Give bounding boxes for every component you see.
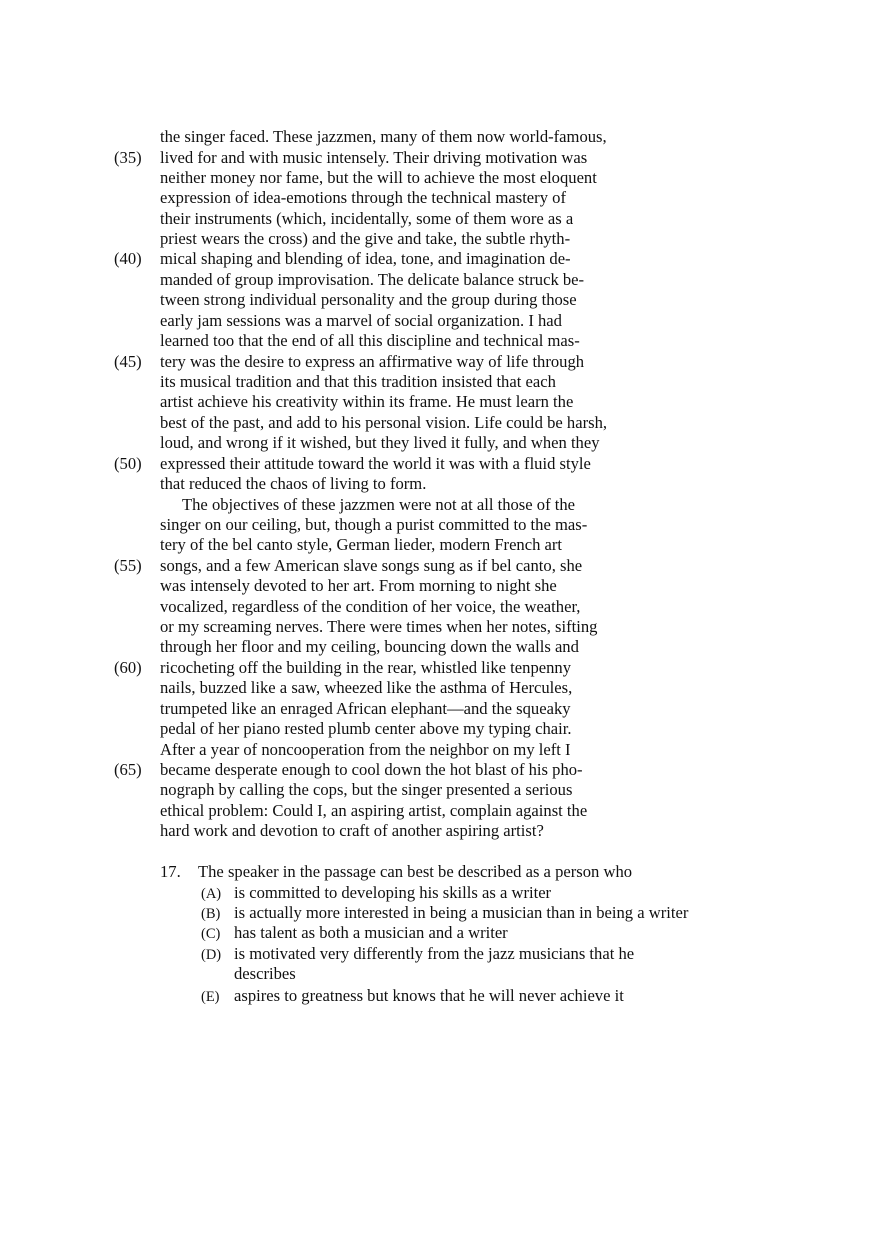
passage-line: songs, and a few American slave songs sung as if bel canto, she xyxy=(160,556,583,575)
answer-choice-b[interactable] xyxy=(201,903,688,923)
choice-letter: (D) xyxy=(201,947,222,963)
passage-line: The objectives of these jazzmen were not at all those of the xyxy=(182,495,576,514)
line-number: (35) xyxy=(114,148,142,167)
passage-line: loud, and wrong if it wished, but they lived it fully, and when they xyxy=(160,433,600,452)
question-text: The speaker in the passage can best be described as a person who xyxy=(198,862,633,881)
line-number: (45) xyxy=(114,352,142,371)
passage-line: neither money nor fame, but the will to achieve the most eloquent xyxy=(160,168,597,187)
line-number: (50) xyxy=(114,454,142,473)
passage-line: tery of the bel canto style, German lieder, modern French art xyxy=(160,535,563,554)
line-number: (55) xyxy=(114,556,142,575)
passage-line: the singer faced. These jazzmen, many of them now world-famous, xyxy=(160,127,607,146)
passage-line: hard work and devotion to craft of another aspiring artist? xyxy=(160,821,544,840)
passage-line: artist achieve his creativity within its frame. He must learn the xyxy=(160,392,574,411)
choice-letter: (A) xyxy=(201,886,222,902)
choice-text: has talent as both a musician and a writer xyxy=(234,923,508,942)
passage-line: nails, buzzed like a saw, wheezed like the asthma of Hercules, xyxy=(160,678,573,697)
choice-text-continuation: describes xyxy=(234,964,296,983)
answer-choice-e[interactable] xyxy=(201,986,624,1006)
passage-line: mical shaping and blending of idea, tone, and imagination de- xyxy=(160,249,571,268)
passage-line: vocalized, regardless of the condition of her voice, the weather, xyxy=(160,597,581,616)
passage-line: tery was the desire to express an affirmative way of life through xyxy=(160,352,585,371)
passage-line: expression of idea-emotions through the technical mastery of xyxy=(160,188,566,207)
passage-line: pedal of her piano rested plumb center above my typing chair. xyxy=(160,719,572,738)
passage-line: manded of group improvisation. The delicate balance struck be- xyxy=(160,270,585,289)
passage-line: became desperate enough to cool down the hot blast of his pho- xyxy=(160,760,583,779)
line-number: (60) xyxy=(114,658,142,677)
question-number: 17. xyxy=(160,862,181,881)
choice-letter: (E) xyxy=(201,989,220,1005)
passage-line: ricocheting off the building in the rear, whistled like tenpenny xyxy=(160,658,571,677)
passage-line: After a year of noncooperation from the neighbor on my left I xyxy=(160,740,571,759)
passage-line: learned too that the end of all this discipline and technical mas- xyxy=(160,331,580,350)
passage-line: or my screaming nerves. There were times when her notes, sifting xyxy=(160,617,598,636)
passage-line: its musical tradition and that this tradition insisted that each xyxy=(160,372,556,391)
passage-line: nograph by calling the cops, but the singer presented a serious xyxy=(160,780,573,799)
line-number: (40) xyxy=(114,249,142,268)
choice-text: is actually more interested in being a musician than in being a writer xyxy=(234,903,689,922)
answer-choice-a[interactable] xyxy=(201,883,551,903)
choice-letter: (C) xyxy=(201,926,221,942)
choice-text: is motivated very differently from the jazz musicians that he xyxy=(234,944,635,963)
passage-line: their instruments (which, incidentally, some of them wore as a xyxy=(160,209,574,228)
passage-line: best of the past, and add to his personal vision. Life could be harsh, xyxy=(160,413,608,432)
choice-text: is committed to developing his skills as a writer xyxy=(234,883,552,902)
question-stem xyxy=(160,862,632,882)
passage-line: expressed their attitude toward the world it was with a fluid style xyxy=(160,454,591,473)
passage-line: singer on our ceiling, but, though a purist committed to the mas- xyxy=(160,515,588,534)
choice-text: aspires to greatness but knows that he will never achieve it xyxy=(234,986,624,1005)
passage-line: priest wears the cross) and the give and take, the subtle rhyth- xyxy=(160,229,571,248)
passage-line: tween strong individual personality and the group during those xyxy=(160,290,577,309)
passage-line: ethical problem: Could I, an aspiring artist, complain against the xyxy=(160,801,588,820)
passage-line: was intensely devoted to her art. From morning to night she xyxy=(160,576,557,595)
line-number: (65) xyxy=(114,760,142,779)
choice-letter: (B) xyxy=(201,906,221,922)
answer-choice-c[interactable] xyxy=(201,923,508,943)
passage-line: early jam sessions was a marvel of social organization. I had xyxy=(160,311,562,330)
passage-line: trumpeted like an enraged African elephant—and the squeaky xyxy=(160,699,571,718)
answer-choice-d[interactable] xyxy=(201,944,634,964)
passage-line: through her floor and my ceiling, bouncing down the walls and xyxy=(160,637,579,656)
passage-line: that reduced the chaos of living to form. xyxy=(160,474,427,493)
passage-line: lived for and with music intensely. Their driving motivation was xyxy=(160,148,588,167)
